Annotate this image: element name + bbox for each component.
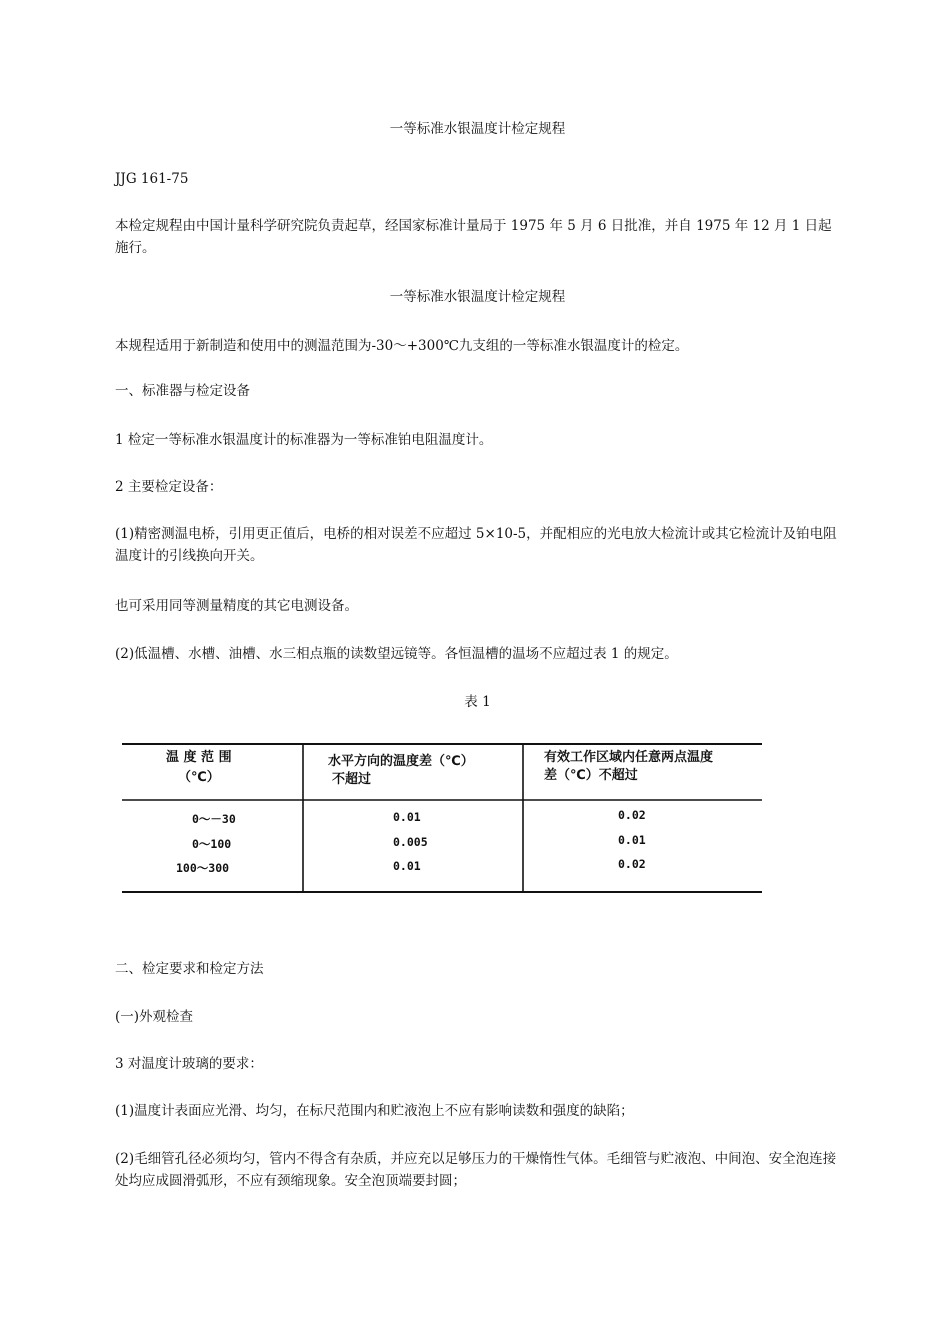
section-heading-1: 一、标准器与检定设备 — [115, 383, 250, 399]
intro-paragraph: 本检定规程由中国计量科学研究院负责起草，经国家标准计量局于 1975 年 5 月 6 日批准，并自 1975 年 12 月 1 日起施行。 — [115, 218, 832, 256]
header-horizontal-line-2: 不超过 — [332, 772, 372, 787]
document-subtitle: 一等标准水银温度计检定规程 — [389, 289, 566, 305]
row-3-any-two: 0.02 — [618, 857, 646, 871]
clause-3-item-2: (2)毛细管孔径必须均匀，管内不得含有杂质，并应充以足够压力的干燥惰性气体。毛细管与贮液泡、中间泡、安全泡连接处均应成圆滑弧形，不应有颈缩现象。安全泡顶端要封圆； — [115, 1151, 837, 1189]
clause-2-item-2: (2)低温槽、水槽、油槽、水三相点瓶的读数望远镜等。各恒温槽的温场不应超过表 1 的规定。 — [115, 646, 678, 662]
scope-paragraph: 本规程适用于新制造和使用中的测温范围为-30～+300℃九支组的一等标准水银温度计的检定。 — [115, 338, 689, 354]
header-range-line-2: （℃） — [178, 770, 220, 785]
clause-1: 1 检定一等标准水银温度计的标准器为一等标准铂电阻温度计。 — [115, 432, 493, 448]
subsection-heading-1: (一)外观检查 — [115, 1009, 194, 1025]
document-title: 一等标准水银温度计检定规程 — [389, 121, 566, 137]
row-1-range: 0～－30 — [192, 812, 236, 826]
document-code: JJG 161-75 — [115, 171, 189, 187]
temperature-field-table — [122, 743, 762, 893]
table-caption: 表 1 — [464, 694, 491, 710]
clause-2: 2 主要检定设备： — [115, 479, 223, 495]
header-horizontal-line-1: 水平方向的温度差（℃） — [328, 754, 474, 769]
row-2-any-two: 0.01 — [618, 833, 646, 847]
row-3-horizontal: 0.01 — [393, 859, 421, 873]
row-3-range: 100～300 — [176, 861, 230, 875]
row-1-any-two: 0.02 — [618, 808, 646, 822]
alternative-equipment-note: 也可采用同等测量精度的其它电测设备。 — [115, 598, 358, 614]
header-any-two-line-2: 差（℃）不超过 — [544, 768, 638, 783]
row-2-horizontal: 0.005 — [393, 835, 428, 849]
row-2-range: 0～100 — [192, 837, 232, 851]
header-any-two-line-1: 有效工作区域内任意两点温度 — [544, 750, 714, 765]
clause-2-item-1: (1)精密测温电桥，引用更正值后，电桥的相对误差不应超过 5×10-5，并配相应的光电放大检流计或其它检流计及铂电阻温度计的引线换向开关。 — [115, 526, 837, 564]
clause-3: 3 对温度计玻璃的要求： — [115, 1056, 263, 1072]
clause-3-item-1: (1)温度计表面应光滑、均匀，在标尺范围内和贮液泡上不应有影响读数和强度的缺陷； — [115, 1103, 634, 1119]
header-range-line-1: 温 度 范 围 — [166, 750, 232, 765]
section-heading-2: 二、检定要求和检定方法 — [115, 961, 264, 977]
row-1-horizontal: 0.01 — [393, 810, 421, 824]
